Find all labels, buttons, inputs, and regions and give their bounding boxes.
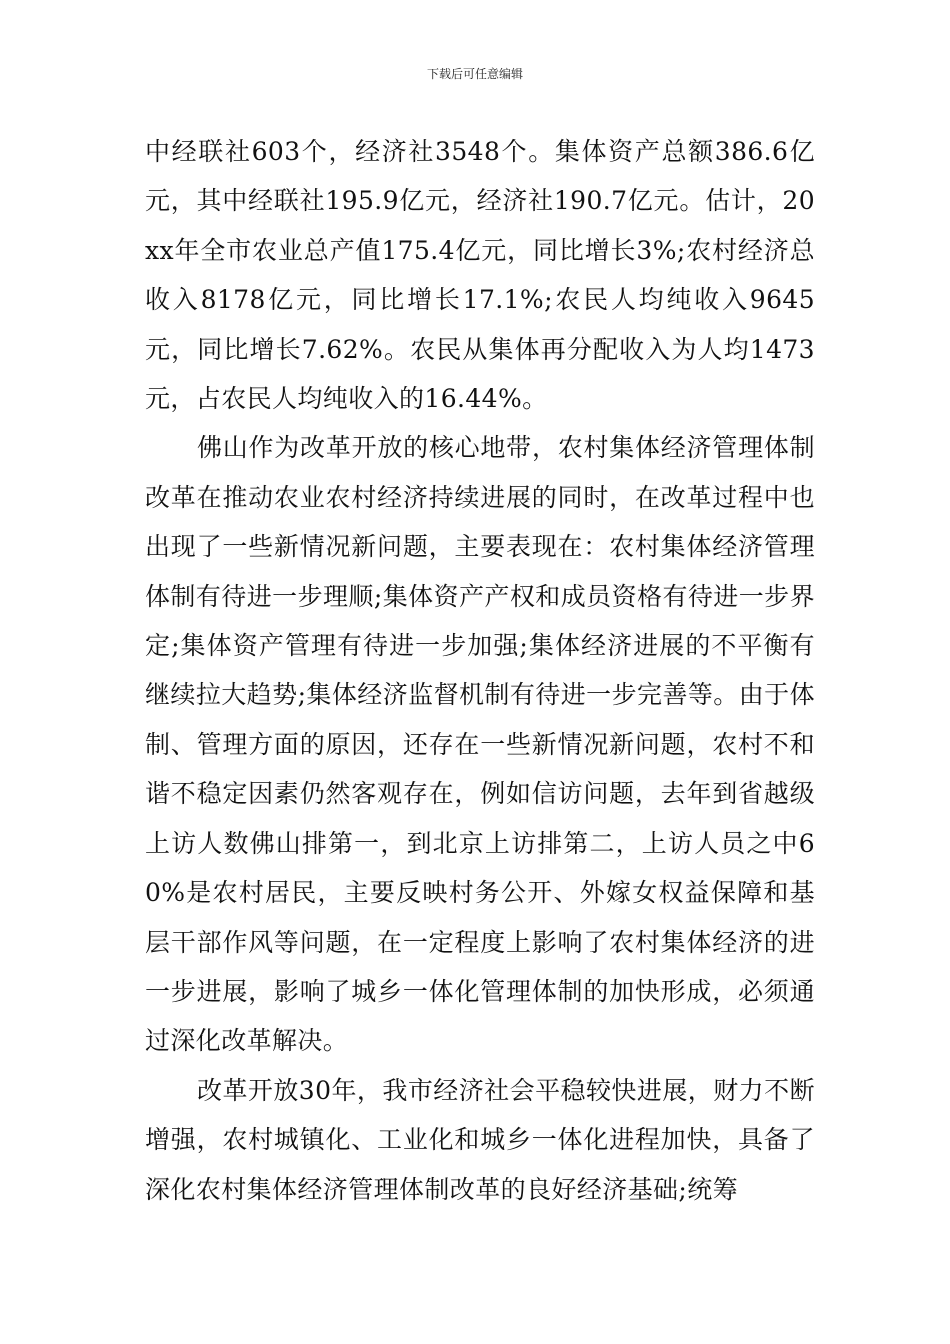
paragraph: 改革开放30年，我市经济社会平稳较快进展，财力不断增强，农村城镇化、工业化和城乡一体化进程加快，具备了深化农村集体经济管理体制改革的良好经济基础;统筹 xyxy=(145,1075,815,1204)
paragraph: 佛山作为改革开放的核心地带，农村集体经济管理体制改革在推动农业农村经济持续进展的同时，在改革过程中也出现了一些新情况新问题，主要表现在：农村集体经济管理体制有待进一步理顺;集体资产产权和成员资格有待进一步界定;集体资产管理有待进一步加强;集体经济进展的不平衡有继续拉大趋势;集体经济监督机制有待进一步完善等。由于体制、管理方面的原因，还存在一些新情况新问题，农村不和谐不稳定因素仍然客观存在，例如信访问题，去年到省越级上访人数佛山排第一，到北京上访排第二，上访人员之中60%是农村居民，主要反映村务公开、外嫁女权益保障和基层干部作风等问题，在一定程度上影响了农村集体经济的进一步进展，影响了城乡一体化管理体制的加快形成，必须通过深化改革解决。 xyxy=(145,433,815,1056)
paragraph: 中经联社603个，经济社3548个。集体资产总额386.6亿元，其中经联社195.9亿元，经济社190.7亿元。估计，20xx年全市农业总产值175.4亿元，同比增长3%;农村经济总收入8178亿元，同比增长17.1%;农民人均纯收入9645元，同比增长7.62%。农民从集体再分配收入为人均1473元，占农民人均纯收入的16.44%。 xyxy=(145,137,815,414)
page-header: 下载后可任意编辑 xyxy=(426,67,523,81)
document-body xyxy=(145,127,815,1214)
